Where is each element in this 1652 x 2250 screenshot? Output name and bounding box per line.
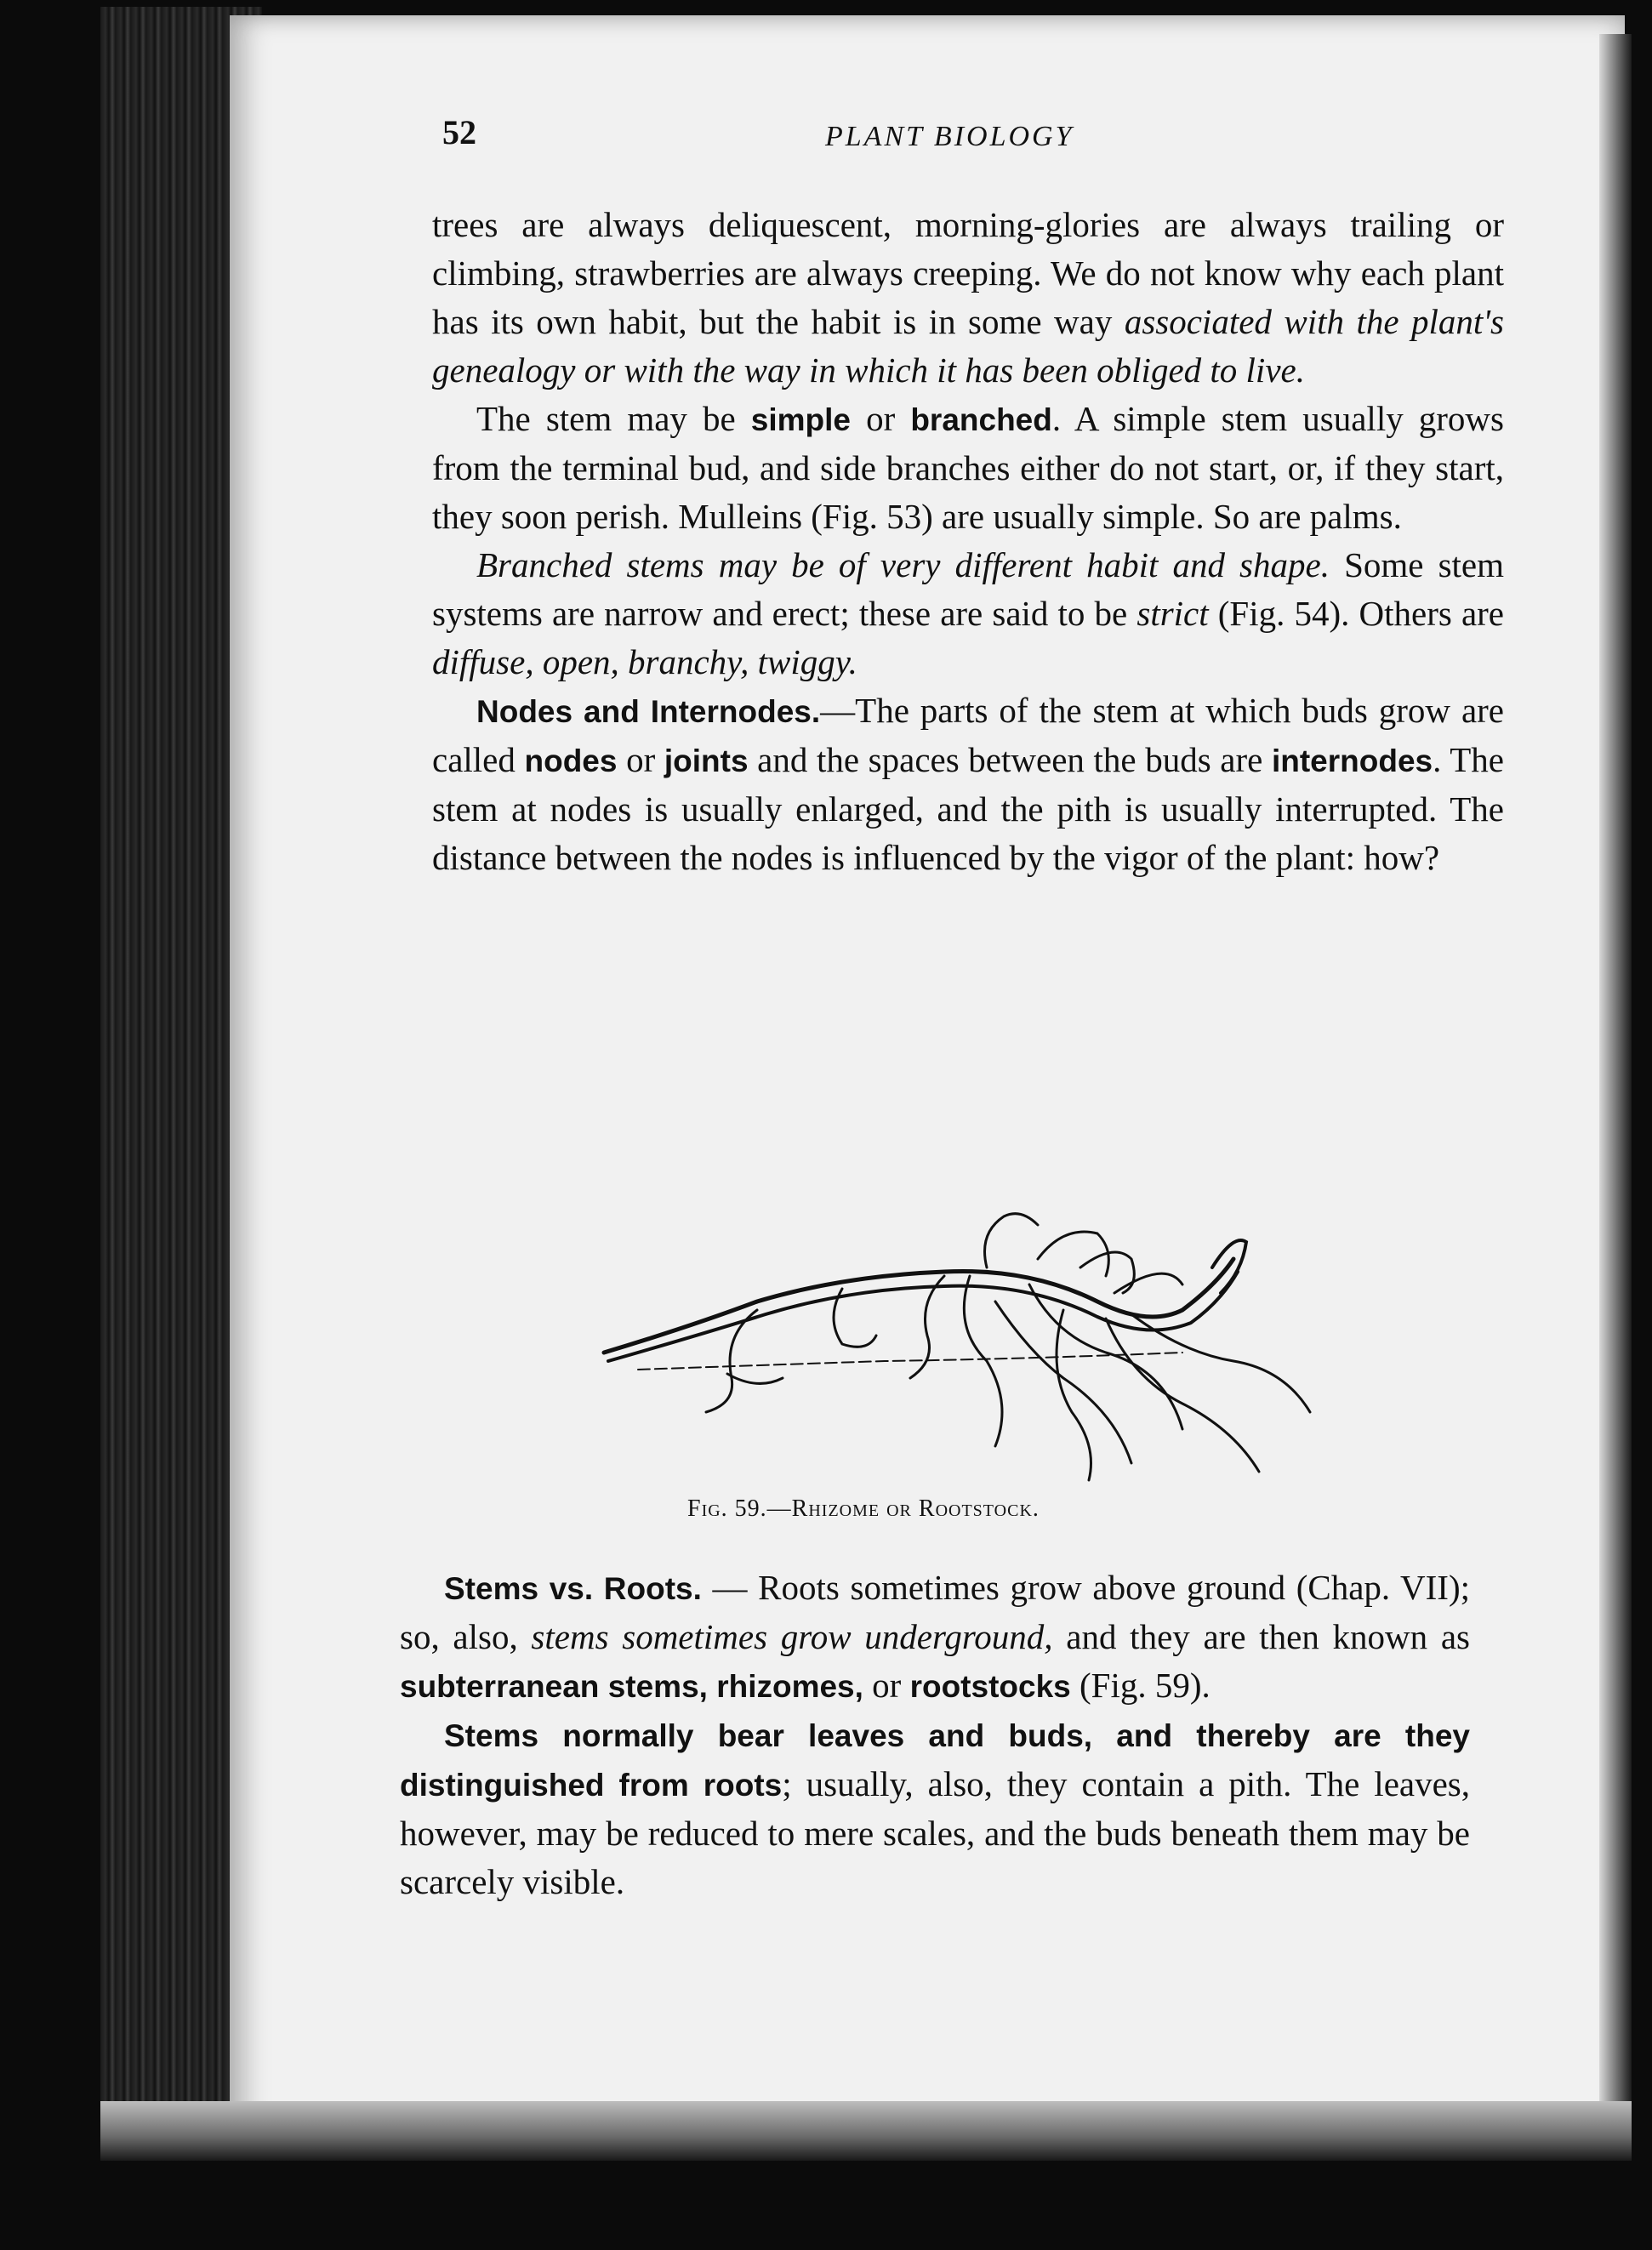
paragraph-stems-vs-roots: Stems vs. Roots. — Roots sometimes grow above ground (Chap. VII); so, also, stems sometimes grow underground, and they are then known as subterranean stems, rhizomes, or rootstocks (Fig. 59). (400, 1568, 1471, 1705)
paragraph-habit: trees are always deliquescent, morning-glories are always trailing or climbing, strawberries are always creeping. We do not know why each plant has its own habit, but the habit is in some way associated with the plant's genealogy or with the way in which it has been obliged to live. (432, 205, 1504, 390)
paragraph-nodes-internodes: Nodes and Internodes.—The parts of the stem at which buds grow are called nodes or joints and the spaces between the buds are internodes. The stem at nodes is usually enlarged, and the pith is usually interrupted. The distance between the nodes is influenced by the vigor of the plant: how? (432, 691, 1504, 877)
rhizome-illustration (587, 1208, 1327, 1489)
paragraph-simple-branched: The stem may be simple or branched. A simple stem usually grows from the terminal bud, and side branches either do not start, or, if they start, they soon perish. Mulleins (Fig. 53) are usually simple. So are palms. (432, 399, 1504, 536)
text-block-lower (400, 1564, 1470, 1906)
page-right-edge (1599, 34, 1632, 2144)
running-head: PLANT BIOLOGY (825, 121, 1074, 152)
text-block-upper (432, 201, 1504, 882)
page-header (442, 112, 1514, 163)
page-bottom-edge (100, 2101, 1632, 2161)
paragraph-stems-leaves-buds: Stems normally bear leaves and buds, and thereby are they distinguished from roots; usually, also, they contain a pith. The leaves, however, may be reduced to mere scales, and the buds beneath them may be scarcely visible. (400, 1718, 1470, 1901)
page-number: 52 (442, 113, 476, 151)
paragraph-branched-stems: Branched stems may be of very different habit and shape. Some stem systems are narrow and erect; these are said to be strict (Fig. 54). Others are diffuse, open, branchy, twiggy. (432, 545, 1505, 681)
figure-caption: Fig. 59.—Rhizome or Rootstock. (687, 1495, 1040, 1522)
